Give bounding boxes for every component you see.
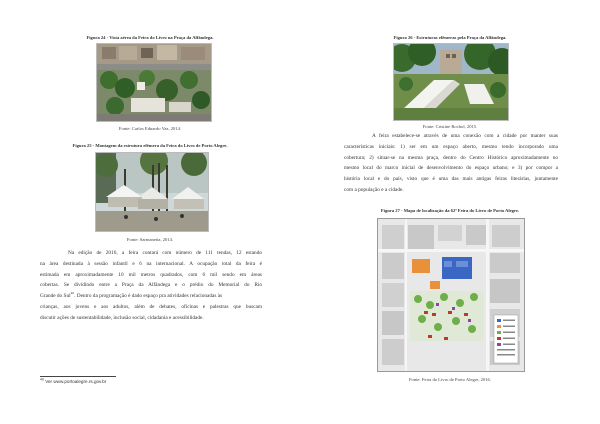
paragraph-text: Grande do Sul	[40, 293, 71, 300]
figure-26-title: Figura 26 - Estruturas efêmeras pela Praça da Alfândega.	[393, 35, 507, 40]
figure-25-source: Fonte: Sarmanetta, 2014.	[126, 237, 174, 242]
paragraph-line: com a população e a cidade.	[344, 186, 404, 193]
paragraph-line: A feira estabelece-se através de uma conexão com a cidade por manter suas	[372, 133, 558, 139]
paragraph-line: estimada em aproximadamente 10 mil metros quadrados, com 6 mil sendo em áreas	[40, 271, 262, 278]
paragraph-line: Na edição de 2016, a feira contará com número de 111 tendas, 12 estando	[68, 250, 262, 256]
paragraph-line: cobertas. Se dividindo entre a Praça da Alfândega e o prédio do Memorial do Rio	[40, 282, 262, 289]
paragraph-text: . Dentro da programação é dado espaço pra atividades relacionadas às	[74, 293, 223, 300]
left-paragraph	[40, 248, 262, 324]
footnote-reference: 40	[70, 291, 75, 296]
footnote-divider	[40, 376, 116, 377]
paragraph-line: características iniciais: 1) ser em um espaço aberto, mesmo tendo incorporado uma	[344, 143, 558, 150]
paragraph-line: discutir ações de sustentabilidade, inclusão social, cidadania e acessibilidade.	[40, 314, 204, 321]
figure-26-source: Fonte: Cristine Rochol, 2015.	[422, 124, 478, 129]
paragraph-line: na área destinada à sessão infantil e 6 na internacional. A ocupação total da feira é	[40, 260, 262, 267]
figure-25-title: Figura 25 - Montagem da estrutura efêmera da Feira do Livro de Porto Alegre.	[72, 143, 228, 148]
figure-26-photo	[393, 43, 509, 121]
right-paragraph	[344, 131, 558, 196]
footnote-number: 40	[40, 377, 44, 382]
figure-24-title: Figura 24 - Vista aérea da Feira do Livro na Praça da Alfândega.	[86, 35, 214, 40]
paragraph-line: crianças, aos jovens e aos adultos, além de debates, oficinas e palestras que buscam	[40, 303, 262, 310]
figure-27-title: Figura 27 - Mapa de localização da 62ª Feira do Livro de Porto Alegre.	[380, 208, 520, 213]
figure-27-location-map	[377, 218, 525, 372]
figure-24-aerial-photo	[96, 43, 212, 122]
paragraph-line: mesmo local do marco inicial de desenvolvimento do espaço urbano; e 3) por compor a	[344, 165, 558, 172]
footnote	[40, 379, 106, 384]
figure-27-source: Fonte: Feira do Livro de Porto Alegre, 2016.	[408, 377, 492, 382]
right-page	[300, 0, 600, 424]
paragraph-line: história local e do país, visto que é uma das mais antigas feiras literárias, juntamente	[344, 176, 558, 183]
paragraph-line-with-footnote	[40, 291, 262, 302]
figure-25-photo	[95, 152, 209, 232]
figure-24-source: Fonte: Carlos Eduardo Vaz, 2014.	[118, 126, 182, 131]
footnote-text: Ver www.portoalegre.rs.gov.br	[45, 379, 107, 384]
paragraph-line: cobertura; 2) situar-se na mesma praça, dentro do Centro Histórico aproximadamente no	[344, 154, 558, 161]
